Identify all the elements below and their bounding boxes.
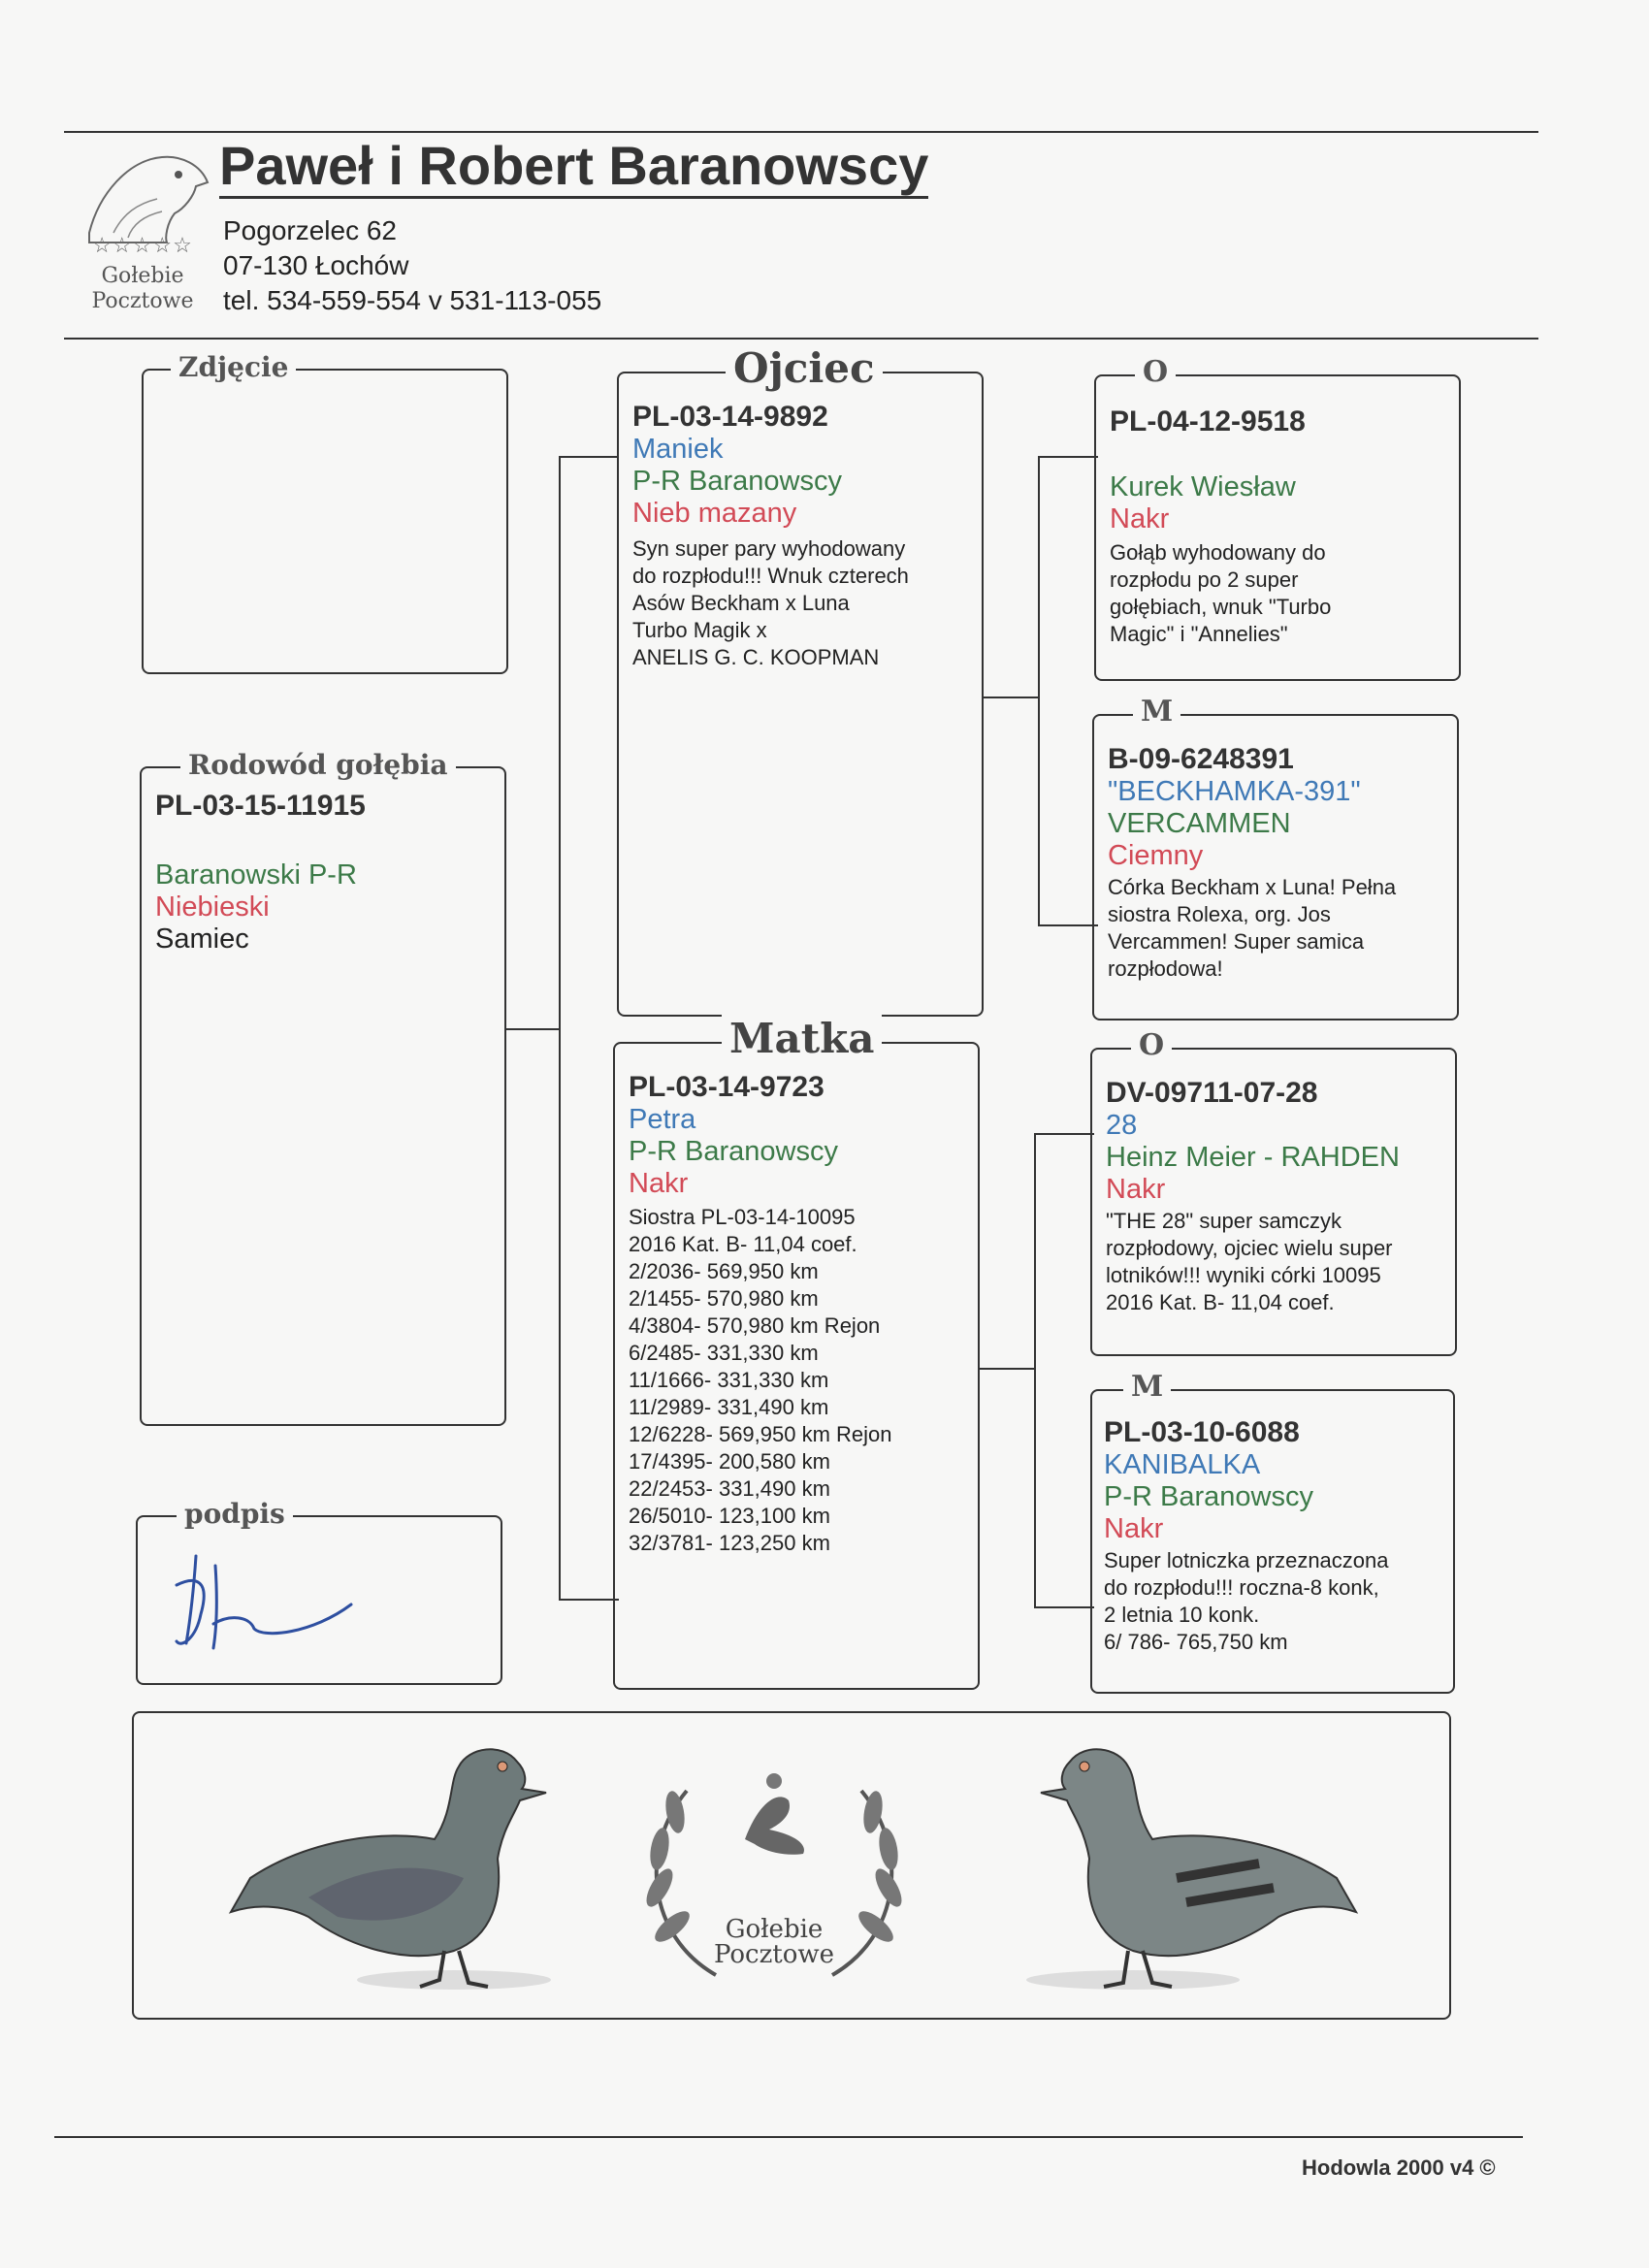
pigeon-breeder: Baranowski P-R bbox=[155, 859, 357, 891]
address-line2: 07-130 Łochów bbox=[223, 250, 409, 280]
mother-color: Nakr bbox=[629, 1168, 689, 1199]
mother-box bbox=[613, 1015, 980, 1690]
note-line: Magic" i "Annelies" bbox=[1110, 622, 1288, 646]
note-line: rozpłodu po 2 super bbox=[1110, 567, 1299, 592]
fm-color: Ciemny bbox=[1108, 840, 1204, 871]
mm-notes bbox=[1104, 1547, 1447, 1656]
father-breeder: P-R Baranowscy bbox=[632, 466, 842, 497]
grandfather-paternal-title: O bbox=[1135, 355, 1176, 389]
ff-breeder: Kurek Wiesław bbox=[1110, 471, 1296, 502]
pigeon-sex: Samiec bbox=[155, 923, 249, 955]
note-line: Super lotniczka przeznaczona bbox=[1104, 1548, 1389, 1572]
note-line: 17/4395- 200,580 km bbox=[629, 1449, 830, 1474]
note-line: rozpłodowa! bbox=[1108, 956, 1223, 981]
grandfather-maternal-title: O bbox=[1131, 1028, 1172, 1062]
emblem-text bbox=[706, 1917, 842, 1967]
mother-notes bbox=[629, 1204, 970, 1557]
note-line: do rozpłodu!!! Wnuk czterech bbox=[632, 564, 909, 588]
photo-box bbox=[142, 351, 508, 674]
grandfather-paternal-box bbox=[1094, 355, 1461, 681]
mother-name: Petra bbox=[629, 1104, 696, 1135]
pigeon-box-title: Rodowód gołębia bbox=[180, 749, 456, 781]
note-line: do rozpłodu!!! roczna-8 konk, bbox=[1104, 1575, 1379, 1600]
father-color: Nieb mazany bbox=[632, 498, 797, 529]
handwritten-signature bbox=[157, 1546, 390, 1663]
note-line: Vercammen! Super samica bbox=[1108, 929, 1365, 954]
father-ring: PL-03-14-9892 bbox=[632, 401, 828, 433]
note-line: 11/2989- 331,490 km bbox=[629, 1395, 829, 1419]
note-line: rozpłodowy, ojciec wielu super bbox=[1106, 1236, 1393, 1260]
signature-box bbox=[136, 1498, 502, 1685]
note-line: ANELIS G. C. KOOPMAN bbox=[632, 645, 880, 669]
note-line: 2/2036- 569,950 km bbox=[629, 1259, 819, 1283]
grandmother-paternal-title: M bbox=[1133, 695, 1180, 729]
note-line: 11/1666- 331,330 km bbox=[629, 1368, 829, 1392]
mother-box-title: Matka bbox=[722, 1015, 882, 1062]
mm-color: Nakr bbox=[1104, 1513, 1164, 1544]
grandmother-paternal-box bbox=[1092, 695, 1459, 1021]
mm-ring: PL-03-10-6088 bbox=[1104, 1416, 1300, 1448]
photo-box-title: Zdjęcie bbox=[171, 351, 296, 383]
logo-text-line2: Pocztowe bbox=[91, 289, 194, 313]
fm-breeder: VERCAMMEN bbox=[1108, 808, 1291, 839]
logo-text bbox=[70, 264, 215, 314]
note-line: gołębiach, wnuk "Turbo bbox=[1110, 595, 1332, 619]
note-line: 22/2453- 331,490 km bbox=[629, 1476, 830, 1501]
pigeon-box bbox=[140, 749, 506, 1426]
note-line: 4/3804- 570,980 km Rejon bbox=[629, 1313, 881, 1338]
note-line: "THE 28" super samczyk bbox=[1106, 1209, 1342, 1233]
fm-notes bbox=[1108, 874, 1449, 983]
father-notes bbox=[632, 535, 974, 671]
ff-ring: PL-04-12-9518 bbox=[1110, 405, 1306, 437]
phone: tel. 534-559-554 v 531-113-055 bbox=[223, 285, 602, 315]
mother-ring: PL-03-14-9723 bbox=[629, 1071, 824, 1103]
note-line: 2/1455- 570,980 km bbox=[629, 1286, 819, 1311]
pigeon-ring: PL-03-15-11915 bbox=[155, 790, 366, 822]
mf-color: Nakr bbox=[1106, 1174, 1166, 1205]
note-line: Turbo Magik x bbox=[632, 618, 767, 642]
ff-notes bbox=[1110, 539, 1451, 648]
note-line: 26/5010- 123,100 km bbox=[629, 1504, 830, 1528]
note-line: 6/ 786- 765,750 km bbox=[1104, 1630, 1288, 1654]
fm-ring: B-09-6248391 bbox=[1108, 743, 1294, 775]
illustration-box bbox=[132, 1711, 1451, 2020]
mm-name: KANIBALKA bbox=[1104, 1449, 1261, 1480]
mm-breeder: P-R Baranowscy bbox=[1104, 1481, 1313, 1512]
ff-color: Nakr bbox=[1110, 503, 1170, 535]
note-line: 2 letnia 10 konk. bbox=[1104, 1603, 1260, 1627]
mf-ring: DV-09711-07-28 bbox=[1106, 1077, 1318, 1109]
note-line: Asów Beckham x Luna bbox=[632, 591, 850, 615]
grandmother-maternal-box bbox=[1090, 1370, 1455, 1694]
note-line: Siostra PL-03-14-10095 bbox=[629, 1205, 856, 1229]
note-line: 6/2485- 331,330 km bbox=[629, 1341, 819, 1365]
note-line: 2016 Kat. B- 11,04 coef. bbox=[629, 1232, 857, 1256]
signature-box-title: podpis bbox=[177, 1498, 293, 1530]
mf-breeder: Heinz Meier - RAHDEN bbox=[1106, 1142, 1400, 1173]
note-line: Córka Beckham x Luna! Pełna bbox=[1108, 875, 1397, 899]
father-name: Maniek bbox=[632, 434, 724, 465]
pigeon-illustration-right bbox=[968, 1733, 1375, 2004]
logo-text-line1: Gołebie bbox=[101, 264, 184, 288]
note-line: lotników!!! wyniki córki 10095 bbox=[1106, 1263, 1381, 1287]
pigeon-color: Niebieski bbox=[155, 891, 270, 923]
note-line: siostra Rolexa, org. Jos bbox=[1108, 902, 1331, 926]
emblem-text-line2: Pocztowe bbox=[713, 1940, 835, 1969]
mf-name: 28 bbox=[1106, 1110, 1138, 1141]
mf-notes bbox=[1106, 1208, 1447, 1316]
address-line1: Pogorzelec 62 bbox=[223, 215, 398, 245]
grandfather-maternal-box bbox=[1090, 1028, 1457, 1356]
mother-breeder: P-R Baranowscy bbox=[629, 1136, 838, 1167]
note-line: Syn super pary wyhodowany bbox=[632, 536, 906, 561]
note-line: Gołąb wyhodowany do bbox=[1110, 540, 1326, 565]
fm-name: "BECKHAMKA-391" bbox=[1108, 776, 1361, 807]
pigeon-illustration-left bbox=[211, 1733, 619, 2004]
note-line: 12/6228- 569,950 km Rejon bbox=[629, 1422, 892, 1446]
note-line: 32/3781- 123,250 km bbox=[629, 1531, 830, 1555]
father-box bbox=[617, 344, 984, 1017]
note-line: 2016 Kat. B- 11,04 coef. bbox=[1106, 1290, 1335, 1314]
emblem-text-line1: Gołebie bbox=[725, 1915, 824, 1944]
grandmother-maternal-title: M bbox=[1123, 1370, 1171, 1404]
father-box-title: Ojciec bbox=[726, 344, 883, 392]
logo-stars: ☆☆☆☆☆ bbox=[92, 233, 193, 257]
breeder-title: Paweł i Robert Baranowscy bbox=[219, 136, 928, 199]
footer-text: Hodowla 2000 v4 © bbox=[1302, 2155, 1496, 2180]
